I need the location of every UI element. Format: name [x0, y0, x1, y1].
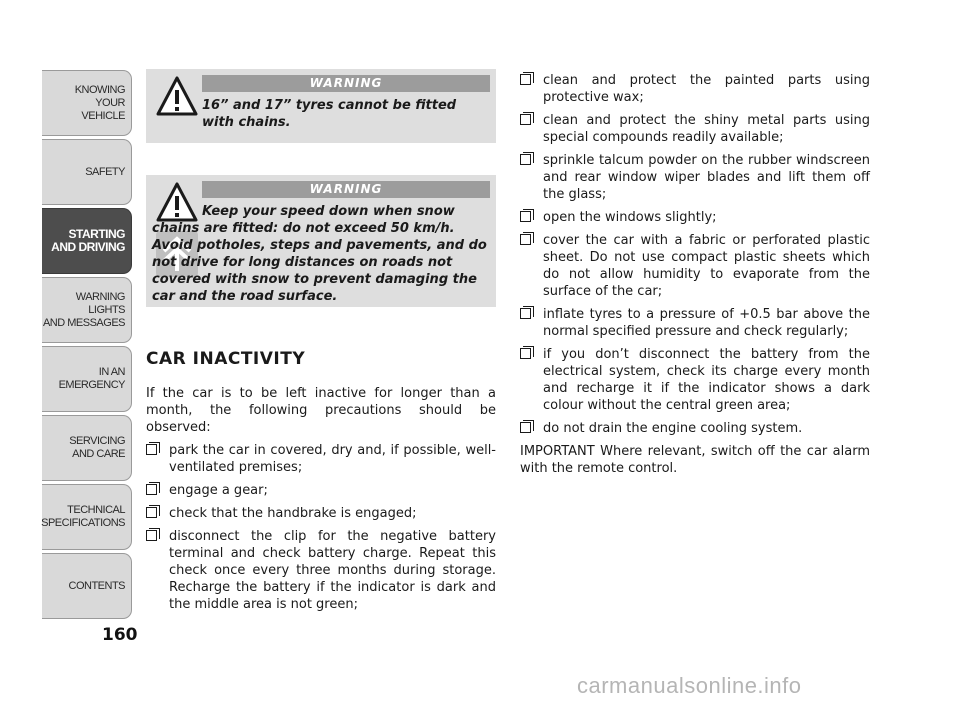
list-item: sprinkle talcum powder on the rubber windscreen and rear window wiper blades and lift them off the glass; [520, 152, 870, 203]
list-item: inflate tyres to a pressure of +0.5 bar above the normal specified pressure and check regularly; [520, 306, 870, 340]
checkbox-bullet-icon [146, 484, 157, 495]
important-note: IMPORTANT Where relevant, switch off the car alarm with the remote control. [520, 444, 870, 476]
checkbox-bullet-icon [520, 348, 531, 359]
warning-box-tyres [146, 69, 496, 143]
tab-label: STARTING AND DRIVING [51, 227, 125, 254]
warning-box-snow-chains [146, 175, 496, 307]
tab-in-an-emergency[interactable] [42, 346, 132, 412]
left-column [146, 385, 496, 619]
tab-warning-lights[interactable] [42, 277, 132, 343]
list-item: cover the car with a fabric or perforated plastic sheet. Do not use compact plastic sheets which do not allow humidity to evaporate from the surface of the car; [520, 232, 870, 300]
left-checklist [146, 442, 496, 613]
intro-paragraph: If the car is to be left inactive for longer than a month, the following precautions should be observed: [146, 386, 496, 435]
list-item: park the car in covered, dry and, if possible, well-ventilated premises; [146, 442, 496, 476]
list-item: do not drain the engine cooling system. [520, 420, 870, 437]
checkbox-bullet-icon [520, 114, 531, 125]
right-column [520, 72, 870, 477]
tab-label: WARNING LIGHTS AND MESSAGES [42, 290, 125, 329]
tab-label: IN AN EMERGENCY [58, 366, 125, 391]
list-item: disconnect the clip for the negative battery terminal and check battery charge. Repeat this check once every three months during storage. Recharge the battery if the indicator is dark and the middle area is not green; [146, 528, 496, 613]
warning-triangle-icon [156, 76, 198, 116]
checkbox-bullet-icon [146, 507, 157, 518]
tab-starting-and-driving[interactable] [42, 208, 132, 274]
checkbox-bullet-icon [520, 308, 531, 319]
checkbox-bullet-icon [520, 211, 531, 222]
checkbox-bullet-icon [520, 74, 531, 85]
tab-safety[interactable] [42, 139, 132, 205]
checkbox-bullet-icon [520, 154, 531, 165]
tab-label: KNOWING YOUR VEHICLE [74, 83, 125, 122]
warning-title: WARNING [202, 75, 490, 92]
tab-servicing-and-care[interactable] [42, 415, 132, 481]
checkbox-bullet-icon [520, 234, 531, 245]
list-item: check that the handbrake is engaged; [146, 505, 496, 522]
tab-technical-specifications[interactable] [42, 484, 132, 550]
tab-knowing-your-vehicle[interactable] [42, 70, 132, 136]
list-item: clean and protect the painted parts using protective wax; [520, 72, 870, 106]
section-heading: CAR INACTIVITY [146, 349, 306, 369]
tab-label: SERVICING AND CARE [69, 435, 125, 460]
list-item: engage a gear; [146, 482, 496, 499]
checkbox-bullet-icon [146, 444, 157, 455]
warning-title: WARNING [202, 181, 490, 198]
checkbox-bullet-icon [146, 530, 157, 541]
page-number: 160 [102, 625, 138, 645]
list-item: open the windows slightly; [520, 209, 870, 226]
list-item: clean and protect the shiny metal parts using special compounds readily available; [520, 112, 870, 146]
tab-contents[interactable] [42, 553, 132, 619]
tab-label: CONTENTS [68, 579, 125, 592]
watermark: carmanualsonline.info [577, 673, 802, 698]
checkbox-bullet-icon [520, 422, 531, 433]
tab-label: TECHNICAL SPECIFICATIONS [41, 504, 125, 529]
list-item: if you don’t disconnect the battery from the electrical system, check its charge every month and recharge it if the indicator shows a dark colour without the central green area; [520, 346, 870, 414]
tab-label: SAFETY [85, 165, 125, 178]
right-checklist [520, 72, 870, 437]
warning-text: Keep your speed down when snow chains are fitted: do not exceed 50 km/h. Avoid potholes, steps and pavements, and do not drive for long distances on roads not covered with snow to prevent damaging the car and the road surface. [152, 204, 487, 304]
warning-text: 16” and 17” tyres cannot be fitted with chains. [202, 98, 457, 130]
